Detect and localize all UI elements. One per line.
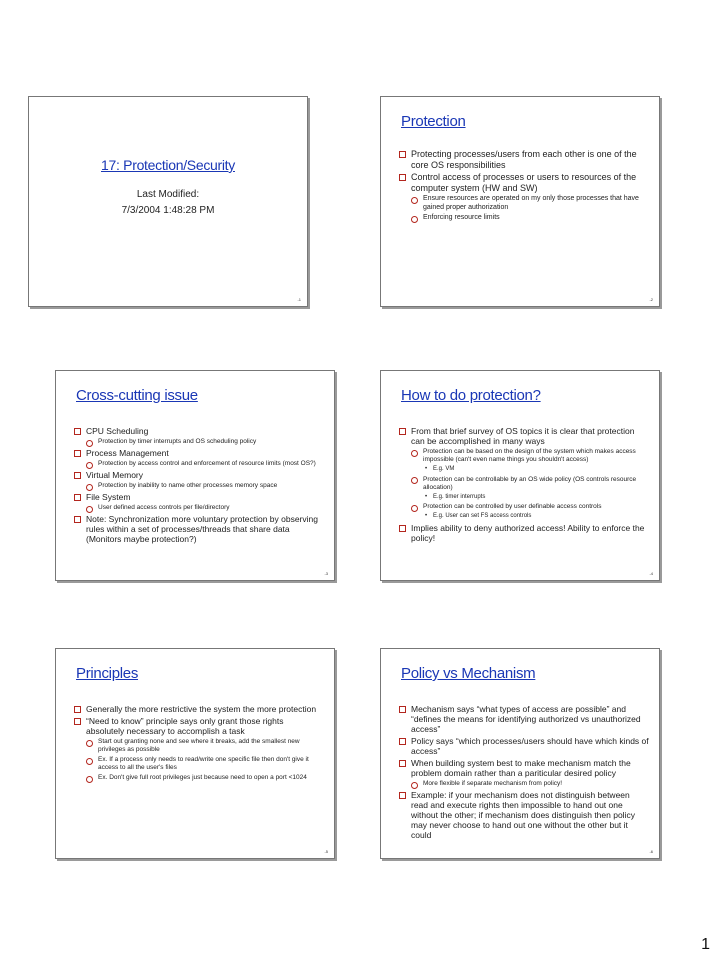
bullet-item: Protecting processes/users from each other is one of the core OS responsibilities <box>399 149 649 170</box>
sub-sub-bullet-item: • E.g. VM <box>399 466 649 474</box>
bullet-item: Mechanism says “what types of access are possible” and “defines the means for identifying authorized vs unauthorized access” <box>399 704 649 734</box>
bullet-item: When building system best to make mechanism match the problem domain rather than a pariticular desired policy <box>399 758 649 778</box>
bullet-item: Control access of processes or users to resources of the computer system (HW and SW) <box>399 172 649 193</box>
sub-bullet-item: Ensure resources are operated on my only those processes that have gained proper authorization <box>399 195 649 212</box>
bullet-item: CPU Scheduling <box>74 426 324 436</box>
slide-number: -6 <box>649 849 653 854</box>
bullet-item: “Need to know” principle says only grant those rights absolutely necessary to accomplish a task <box>74 716 324 736</box>
sub-bullet-item: Protection can be controlled by user definable access controls <box>399 503 649 511</box>
last-modified-label: Last Modified: <box>136 189 200 200</box>
sub-bullet-item: Protection by timer interrupts and OS scheduling policy <box>74 438 324 446</box>
bullet-item: Example: if your mechanism does not distinguish between read and execute rights then impossible to hand out one without the other; if mechanism does distinguish then policy may never choose to hand out one without the other but it could <box>399 790 649 840</box>
slide-number: -2 <box>649 297 653 302</box>
sub-bullet-item: Enforcing resource limits <box>399 214 649 223</box>
sub-bullet-item: Protection by inability to name other processes memory space <box>74 482 324 490</box>
bullet-item: Implies ability to deny authorized access! Ability to enforce the policy! <box>399 523 649 543</box>
slide-subtitle <box>29 187 307 219</box>
bullet-list <box>399 149 649 225</box>
slide-5 <box>55 648 335 859</box>
slide-6 <box>380 648 660 859</box>
bullet-list <box>74 704 324 784</box>
sub-bullet-item: Ex. If a process only needs to read/write one specific file then don't give it access to all the user's files <box>74 756 324 772</box>
slide-title: How to do protection? <box>401 387 541 404</box>
sub-sub-bullet-item: • E.g. timer interrupts <box>399 494 649 502</box>
bullet-item: Note: Synchronization more voluntary protection by observing rules within a set of processes/threads that share data (Monitors maybe protection?) <box>74 514 324 544</box>
bullet-item: Policy says “which processes/users should have which kinds of access” <box>399 736 649 756</box>
slide-title: 17: Protection/Security <box>101 157 235 173</box>
last-modified-date: 7/3/2004 1:48:28 PM <box>121 205 215 216</box>
bullet-item: From that brief survey of OS topics it is clear that protection can be accomplished in many ways <box>399 426 649 446</box>
page-number: 1 <box>701 936 710 953</box>
sub-bullet-item: More flexible if separate mechanism from policy! <box>399 780 649 788</box>
sub-bullet-item: Ex. Don't give full root privileges just because need to open a port <1024 <box>74 774 324 782</box>
slide-number: -1 <box>297 297 301 302</box>
slide-2 <box>380 96 660 307</box>
sub-bullet-item: Start out granting none and see where it breaks, add the smallest new privileges as possible <box>74 738 324 754</box>
bullet-item: Virtual Memory <box>74 470 324 480</box>
slide-title: Cross-cutting issue <box>76 387 198 404</box>
slide-4 <box>380 370 660 581</box>
sub-bullet-item: Protection by access control and enforcement of resource limits (most OS?) <box>74 460 324 468</box>
slide-1 <box>28 96 308 307</box>
slide-number: -5 <box>324 849 328 854</box>
sub-bullet-item: Protection can be controllable by an OS wide policy (OS controls resource allocation) <box>399 476 649 492</box>
slide-number: -4 <box>649 571 653 576</box>
bullet-item: Generally the more restrictive the system the more protection <box>74 704 324 714</box>
sub-sub-bullet-item: • E.g. User can set FS access controls <box>399 513 649 521</box>
slide-3 <box>55 370 335 581</box>
bullet-list <box>399 426 649 545</box>
bullet-item: Process Management <box>74 448 324 458</box>
sub-bullet-item: User defined access controls per file/directory <box>74 504 324 512</box>
slide-title: Policy vs Mechanism <box>401 665 536 682</box>
slide-title: Principles <box>76 665 139 682</box>
slide-number: -3 <box>324 571 328 576</box>
bullet-list <box>399 704 649 842</box>
bullet-list <box>74 426 324 546</box>
sub-bullet-item: Protection can be based on the design of the system which makes access impossible (can't even name things you shouldn't access) <box>399 448 649 464</box>
bullet-item: File System <box>74 492 324 502</box>
slide-title: Protection <box>401 113 466 130</box>
